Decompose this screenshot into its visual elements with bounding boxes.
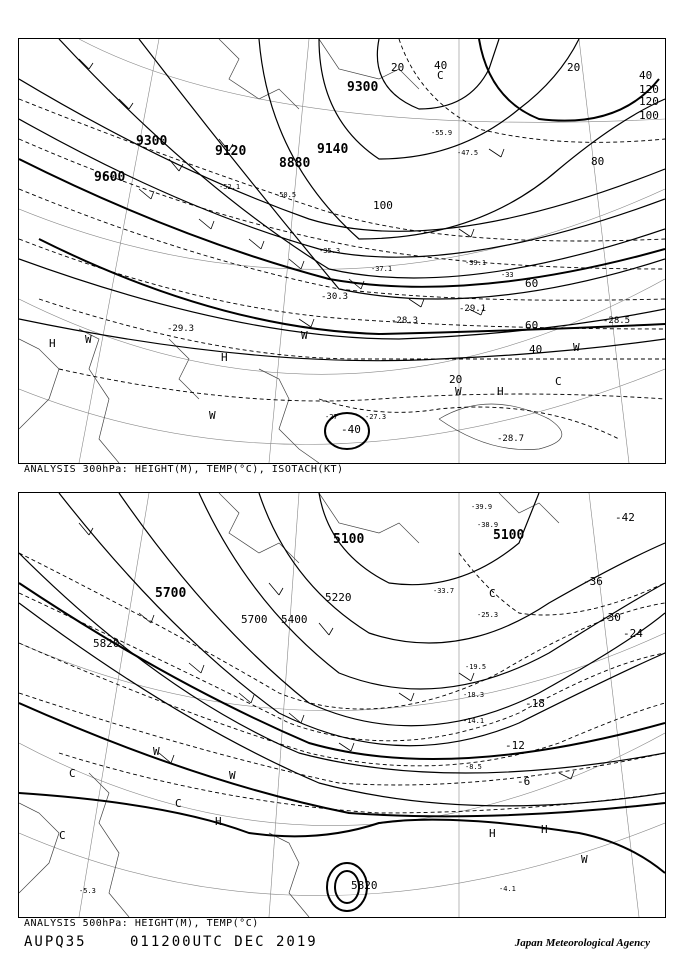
isotach-label: 20 [449, 373, 463, 386]
temp-label: -28.7 [497, 434, 525, 444]
height-label: 8880 [279, 156, 311, 171]
graticule-500 [19, 493, 665, 917]
height-contours-300-bold [19, 39, 665, 449]
temp-label: -30 [601, 611, 621, 624]
temp-label: -24 [623, 627, 643, 640]
map-300hpa-svg [19, 39, 665, 463]
isotach-label: 60 [525, 277, 539, 290]
obs-value: -14.1 [463, 717, 485, 725]
obs-value: -25.3 [477, 611, 499, 619]
obs-value: -38.9 [477, 521, 499, 529]
obs-value: -39.9 [471, 503, 493, 511]
center-mark: W [455, 385, 462, 398]
isotach-label: 80 [591, 155, 605, 168]
obs-value: -8.5 [465, 763, 482, 771]
height-label: 9140 [317, 142, 349, 157]
map-panel-500hpa [18, 492, 666, 918]
height-label: 9120 [215, 144, 247, 159]
graticule-300 [19, 39, 665, 463]
isotach-label: 40 [639, 69, 653, 82]
center-mark: C [437, 69, 444, 82]
center-mark: H [215, 815, 222, 828]
height-label: 5100 [333, 532, 365, 547]
obs-value: -39.1 [465, 259, 487, 267]
isotach-label: 120 [639, 95, 659, 108]
center-mark: C [59, 829, 66, 842]
obs-value: -5.3 [79, 887, 96, 895]
center-mark: H [221, 351, 228, 364]
isotach-label: 60 [525, 319, 539, 332]
center-mark: H [489, 827, 496, 840]
temp-label: -12 [505, 739, 525, 752]
center-mark: W [229, 769, 236, 782]
height-label: 5700 [155, 586, 187, 601]
center-mark: C [69, 767, 76, 780]
obs-value: -52.1 [219, 183, 241, 191]
obs-value: -27 [325, 413, 338, 421]
obs-value: -37.1 [371, 265, 393, 273]
isotach-label: 40 [434, 59, 448, 72]
temp-label: -36 [583, 575, 603, 588]
temp-label: -28.3 [391, 316, 419, 326]
temp-label: -29.3 [167, 324, 195, 334]
isotach-label: 20 [391, 61, 405, 74]
center-mark: W [209, 409, 216, 422]
height-label: 5100 [493, 528, 525, 543]
obs-value: -19.5 [465, 663, 487, 671]
center-mark: H [497, 385, 504, 398]
isotach-label: 20 [567, 61, 581, 74]
obs-value: -55.9 [431, 129, 453, 137]
isotach-label: 120 [639, 83, 659, 96]
coastline-300 [19, 39, 562, 463]
isotach-label: 100 [373, 199, 393, 212]
isotach-label: 100 [639, 109, 659, 122]
center-mark: H [541, 823, 548, 836]
height-contours-500-bold [19, 583, 665, 911]
obs-value: -50.5 [275, 191, 297, 199]
center-mark: C [489, 587, 496, 600]
height-label: 5400 [281, 613, 308, 626]
obs-value: -4.1 [499, 885, 516, 893]
center-mark: W [85, 333, 92, 346]
temp-label: -29.1 [459, 304, 487, 314]
height-label: 5220 [325, 591, 352, 604]
height-label: 9300 [136, 134, 168, 149]
map-panel-300hpa [18, 38, 666, 464]
obs-value: -27.3 [365, 413, 387, 421]
obs-value: -35.3 [319, 247, 341, 255]
temp-label: -42 [615, 511, 635, 524]
map-500hpa-svg [19, 493, 665, 917]
obs-value: -33 [501, 271, 514, 279]
center-mark: W [573, 341, 580, 354]
height-contours-300 [19, 39, 665, 361]
center-mark: C [175, 797, 182, 810]
height-label: 9300 [347, 80, 379, 95]
caption-500hpa: ANALYSIS 500hPa: HEIGHT(M), TEMP(°C) [24, 918, 259, 929]
chart-code: AUPQ35 [24, 934, 87, 950]
temp-label: -6 [517, 775, 531, 788]
temp-label: -40 [341, 423, 361, 436]
obs-value: -47.5 [457, 149, 479, 157]
valid-time: 011200UTC DEC 2019 [130, 934, 318, 950]
isotach-lines-300 [19, 39, 665, 439]
temp-label: -18 [525, 697, 545, 710]
height-label: 9600 [94, 170, 126, 185]
height-label: 5820 [351, 879, 378, 892]
temp-label: -30.3 [321, 292, 349, 302]
temp-label: -28.5 [603, 316, 631, 326]
caption-300hpa: ANALYSIS 300hPa: HEIGHT(M), TEMP(°C), ISOTACH(KT) [24, 464, 344, 475]
height-label: 5700 [241, 613, 268, 626]
center-mark: W [301, 329, 308, 342]
isotach-label: 40 [529, 343, 543, 356]
center-mark: H [49, 337, 56, 350]
center-mark: W [581, 853, 588, 866]
agency-name: Japan Meteorological Agency [514, 937, 650, 949]
obs-value: -33.7 [433, 587, 455, 595]
obs-value: -18.3 [463, 691, 485, 699]
center-mark: W [153, 745, 160, 758]
wind-barbs-500 [79, 523, 574, 779]
center-mark: C [555, 375, 562, 388]
height-label: 5820 [93, 637, 120, 650]
